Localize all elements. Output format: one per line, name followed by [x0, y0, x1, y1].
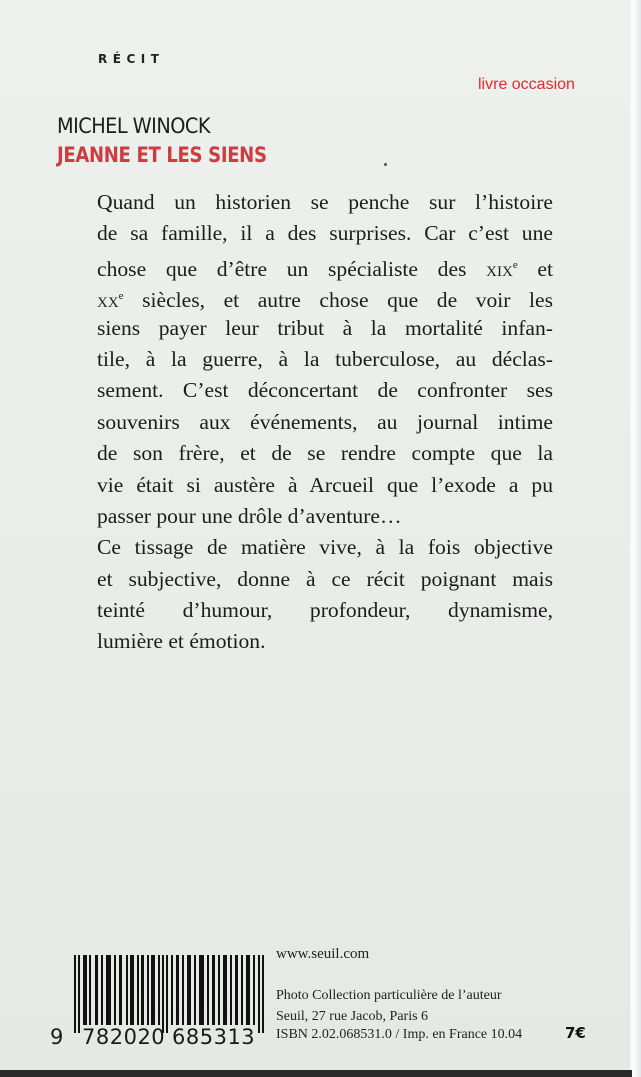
blurb-line: sement. C’est déconcertant de confronter ses	[97, 378, 553, 403]
blurb-line: de son frère, et de se rendre compte que la	[97, 441, 553, 466]
blurb-line: chose que d’être un spécialiste des xix$^e$ et	[97, 256, 553, 281]
blurb-line: lumière et émotion.	[97, 629, 266, 654]
blurb-line: tile, à la guerre, à la tuberculose, au déclas-	[97, 346, 553, 371]
ean-right-group: 685313	[172, 1025, 256, 1049]
author-name: MICHEL WINOCK	[57, 114, 210, 138]
blurb-line: Ce tissage de matière vive, à la fois objective	[97, 535, 553, 560]
blurb-line: passer pour une drôle d’aventure…	[97, 503, 402, 528]
speck	[384, 163, 387, 166]
ean-left-group: 782020	[82, 1025, 166, 1049]
publisher-address: Seuil, 27 rue Jacob, Paris 6	[276, 1009, 429, 1024]
blurb-line: vie était si austère à Arcueil que l’exode a pu	[97, 472, 553, 497]
blurb-line: et subjective, donne à ce récit poignant mais	[97, 566, 553, 591]
cover-bottom-edge	[0, 1070, 632, 1077]
photo-credit: Photo Collection particulière de l’auteur	[276, 988, 502, 1003]
blurb-line: $xx^e$ siècles, et autre chose que de voir les	[97, 288, 553, 313]
publisher-website: www.seuil.com	[276, 946, 370, 962]
ean-first-digit: 9	[50, 1025, 64, 1049]
cover-right-edge	[630, 0, 641, 1077]
blurb-line: siens payer leur tribut à la mortalité infan-	[97, 315, 553, 340]
blurb-line: teinté d’humour, profondeur, dynamisme,	[97, 598, 553, 623]
blurb-line: de sa famille, il a des surprises. Car c’est une	[97, 221, 553, 246]
century-numeral: xx	[97, 288, 119, 313]
blurb-text	[97, 187, 553, 658]
used-book-sticker: livre occasion	[478, 76, 575, 93]
blurb-line: Quand un historien se penche sur l’histoire	[97, 190, 553, 214]
century-numeral: xix	[486, 256, 513, 281]
blurb-line: souvenirs aux événements, au journal intime	[97, 409, 553, 434]
price-label: 7€	[565, 1024, 586, 1042]
book-title: JEANNE ET LES SIENS	[57, 143, 267, 167]
isbn-line: ISBN 2.02.068531.0 / Imp. en France 10.04	[276, 1027, 523, 1042]
collection-label: RÉCIT	[98, 52, 165, 66]
barcode-icon	[74, 955, 264, 1033]
